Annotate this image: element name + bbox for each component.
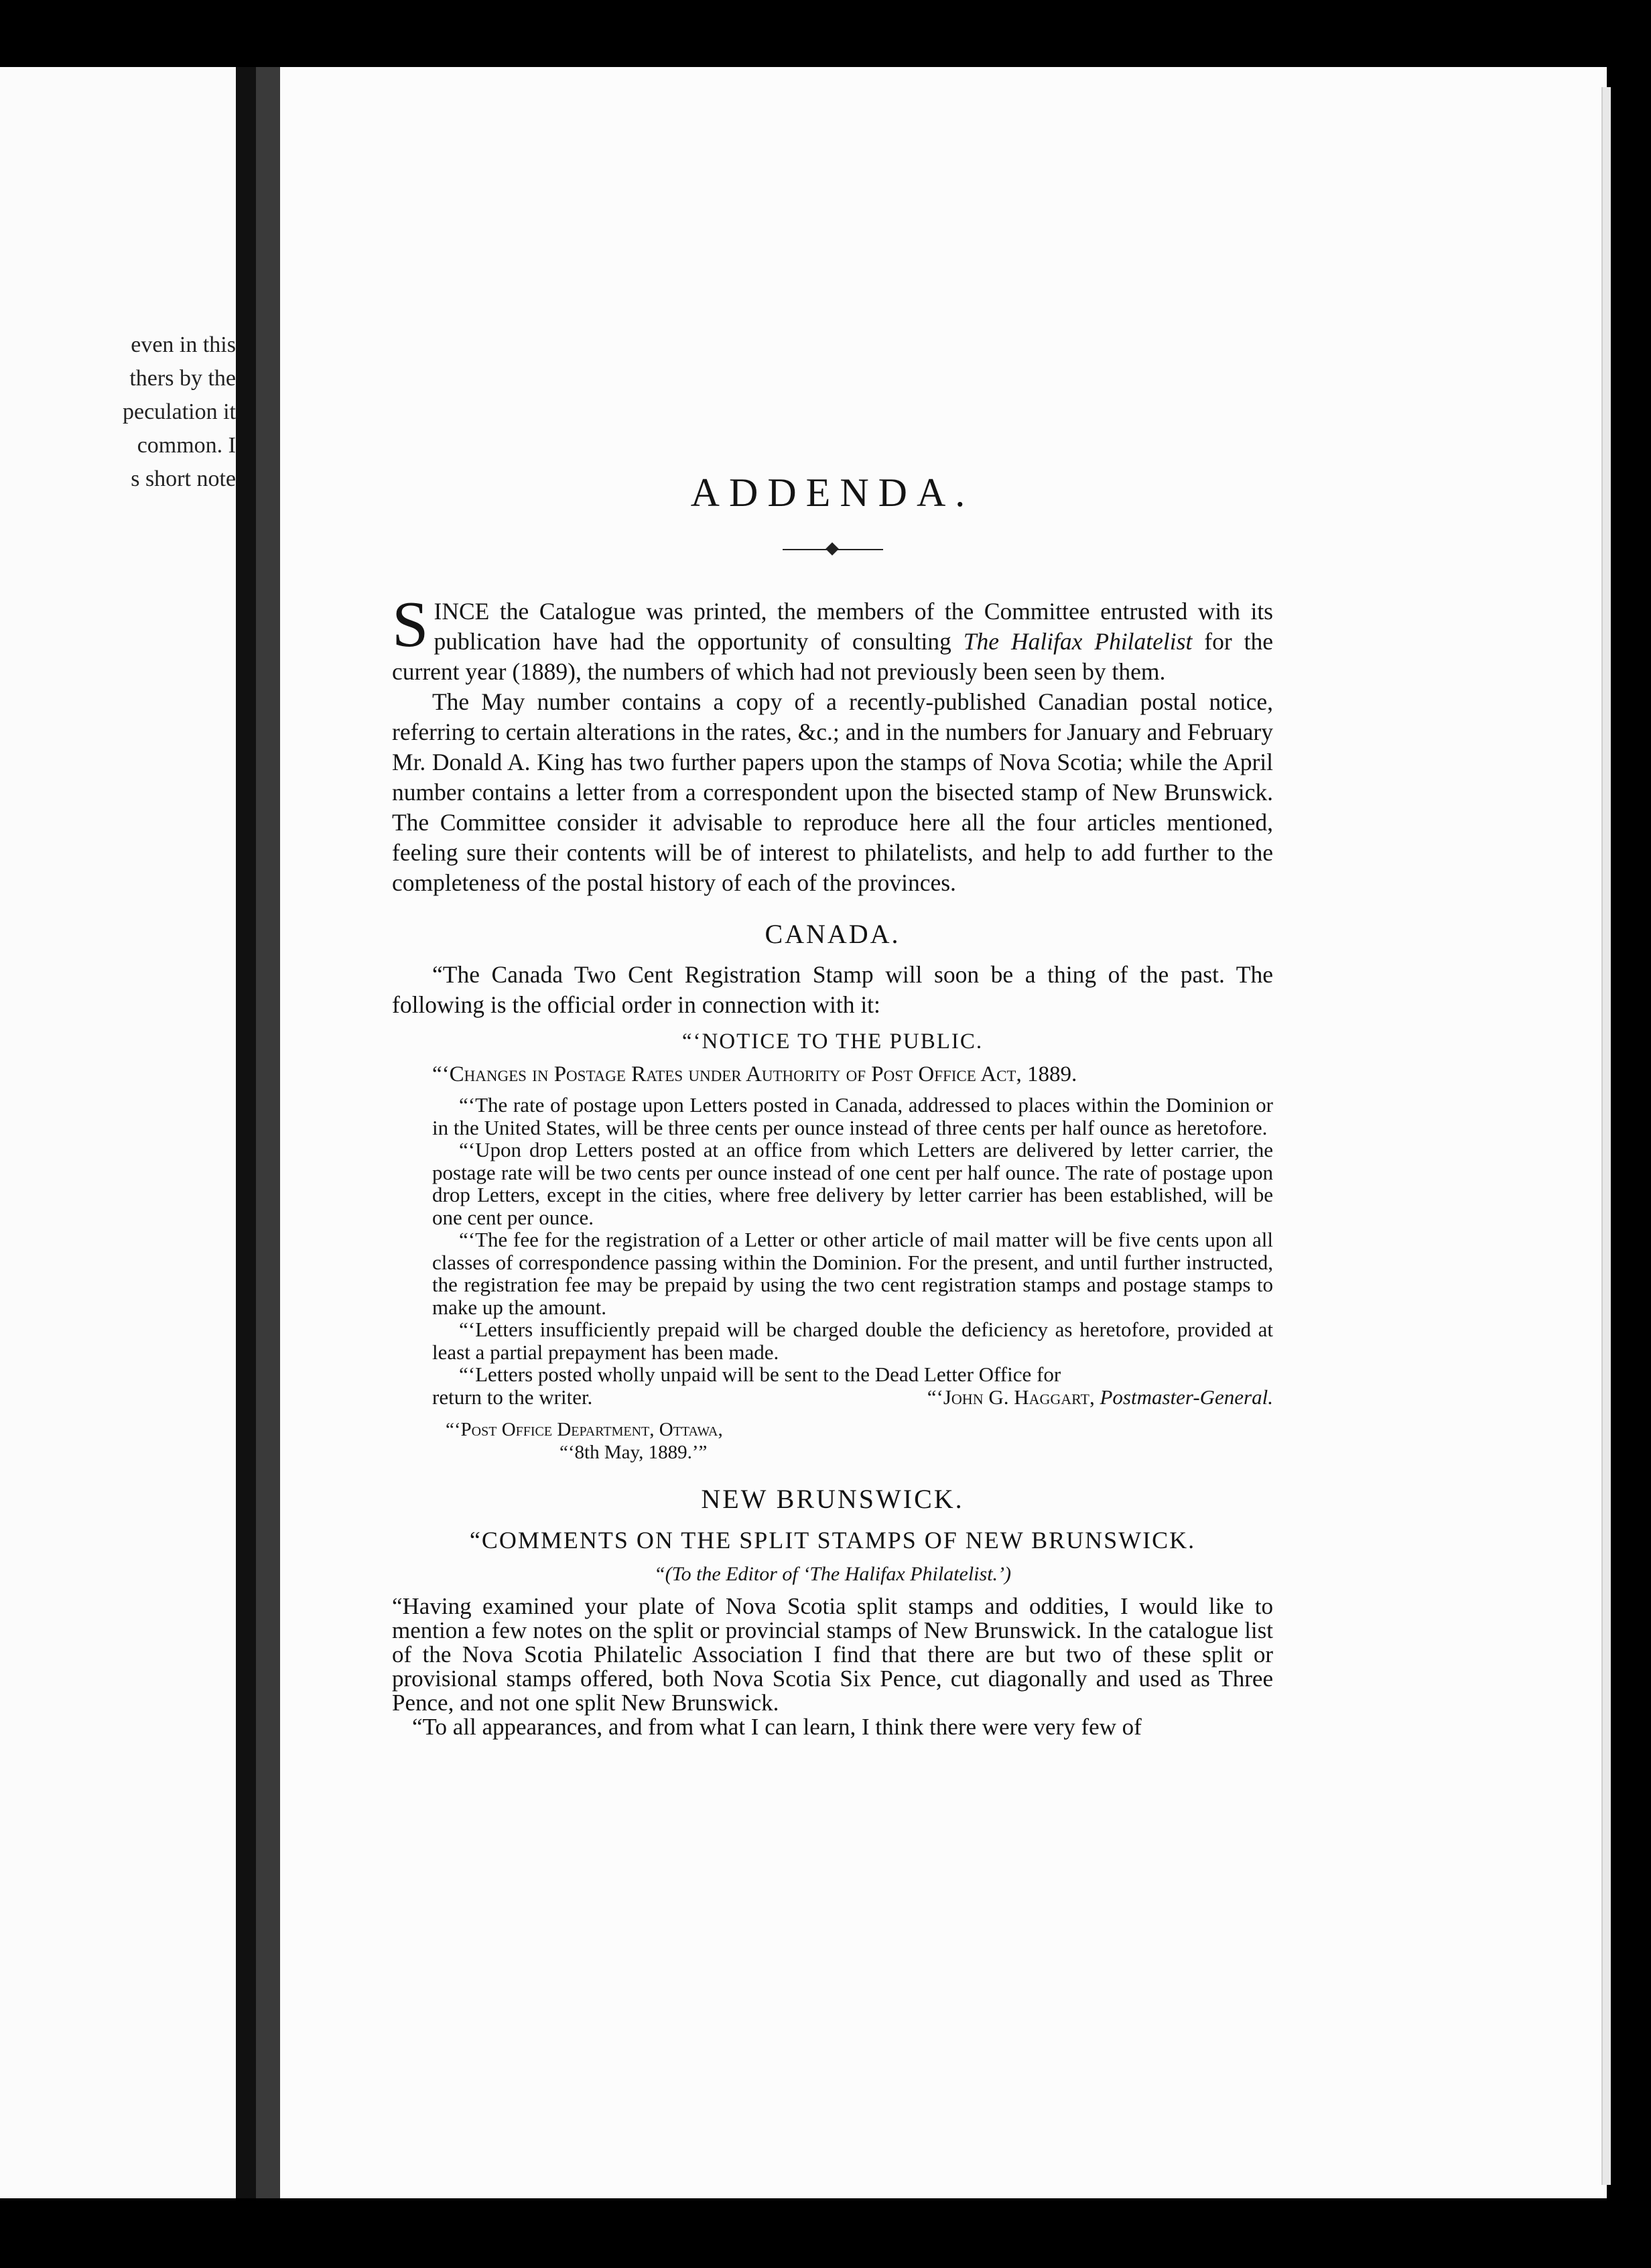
signature — [927, 1386, 1273, 1409]
intro-paragraph-2: The May number contains a copy of a recently-published Canadian postal notice, referring to certain alterations in the rates, &c.; and in the numbers for January and February Mr. Donald A. King has two further papers upon the stamps of Nova Scotia; while the April number contains a letter from a correspondent upon the bisected stamp of New Brunswick. The Committee consider it advisable to reproduce here all the four articles mentioned, feeling sure their contents will be of interest to philatelists, and help to add further to the completeness of the postal history of each of the provinces. — [392, 688, 1273, 896]
editor-note: “(To the Editor of ‘The Halifax Philatelist.’) — [653, 1563, 1012, 1585]
notice-paragraph: “‘The rate of postage upon Letters posted in Canada, addressed to places within the Dominion or in the United States, will be three cents per ounce instead of three cents per half ounce as heretofore. — [432, 1093, 1273, 1139]
drop-cap: S — [392, 588, 429, 661]
notice-last-line: return to the writer. — [432, 1385, 593, 1408]
signature-title: Postmaster-General. — [1100, 1385, 1273, 1408]
canada-intro: “The Canada Two Cent Registration Stamp will soon be a thing of the past. The following is the official order in connection with it: — [392, 961, 1273, 1018]
signature-line — [432, 1386, 1273, 1409]
left-fragment: common. I — [137, 433, 236, 458]
notice-title: “‘NOTICE TO THE PUBLIC. — [681, 1029, 984, 1054]
department-date: “‘8th May, 1889.’” — [559, 1442, 708, 1463]
canada-heading: CANADA. — [765, 919, 901, 949]
notice-body — [432, 1094, 1273, 1463]
letter-paragraph-1: “Having examined your plate of Nova Scotia split stamps and oddities, I would like to mention a few notes on the split or provincial stamps of New Brunswick. In the catalogue list of the Nova Scotia Philatelic Association I find that there are but two of these split or provisional stamps offered, both Nova Scotia Six Pence, cut diagonally and used as Three Pence, and not one split New Brunswick. — [392, 1593, 1273, 1716]
title-ornament — [783, 543, 883, 556]
notice-subtitle: “‘Changes in Postage Rates under Authority of Post Office Act, 1889. — [432, 1062, 1077, 1086]
left-page-fragments — [0, 328, 236, 496]
department-line: “‘Post Office Department, Ottawa, — [446, 1419, 723, 1440]
notice-paragraph: “‘Letters posted wholly unpaid will be sent to the Dead Letter Office for — [459, 1363, 1061, 1386]
left-fragment: thers by the — [129, 366, 236, 391]
text-column — [392, 462, 1273, 1739]
intro-para1-text: INCE the Catalogue was printed, the members of the Committee entrusted with its publication have had the opportunity of consulting — [434, 598, 1273, 655]
left-fragment: peculation it — [122, 399, 236, 424]
left-fragment: even in this — [131, 332, 236, 357]
book-gutter — [236, 67, 256, 2198]
notice-paragraph: “‘Upon drop Letters posted at an office from which Letters are delivered by letter carrier, the postage rate will be two cents per ounce instead of one cent per half ounce. The rate of postage upon drop Letters, except in the cities, where free delivery by letter carrier has been established, will be one cent per ounce. — [432, 1138, 1273, 1229]
spine-edge — [256, 67, 280, 2198]
left-fragment: s short note — [131, 466, 236, 491]
intro-paragraph-1 — [392, 588, 1274, 687]
left-facing-page — [0, 67, 236, 2198]
page-title: ADDENDA. — [690, 470, 975, 515]
notice-paragraph: “‘The fee for the registration of a Letter or other article of mail matter will be five cents upon all classes of correspondence passing within the Dominion. For the present, and until further instructed, the registration fee may be prepaid by using the two cent registration stamps and postage stamps to make up the amount. — [432, 1228, 1273, 1319]
diamond-ornament-icon — [826, 542, 839, 556]
signature-name: “‘John G. Haggart, — [927, 1385, 1095, 1408]
comments-title: “COMMENTS ON THE SPLIT STAMPS OF NEW BRUNSWICK. — [469, 1527, 1196, 1554]
publication-title: The Halifax Philatelist — [963, 628, 1193, 655]
new-brunswick-heading: NEW BRUNSWICK. — [701, 1484, 964, 1514]
page-edge — [1601, 87, 1611, 2185]
notice-paragraph: “‘Letters insufficiently prepaid will be charged double the deficiency as heretofore, provided at least a partial prepayment has been made. — [432, 1318, 1273, 1364]
intro-para1-end: for the current year (1889), the numbers of which had not previously been seen by them. — [392, 628, 1274, 685]
letter-paragraph-2: “To all appearances, and from what I can learn, I think there were very few of — [412, 1714, 1142, 1740]
